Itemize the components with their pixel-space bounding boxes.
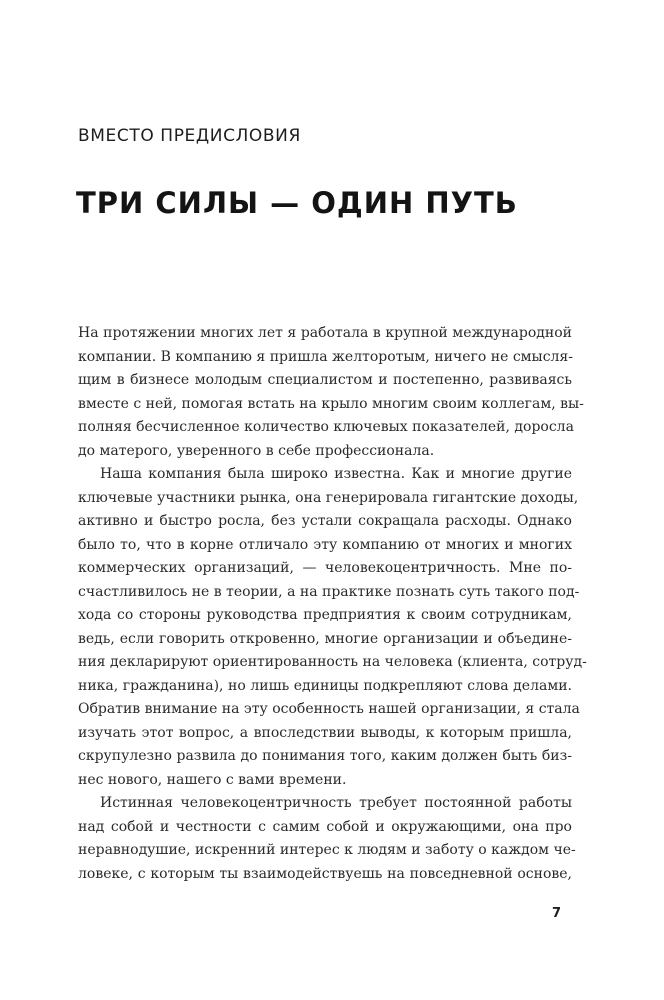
text-line: ника, гражданина), но лишь единицы подкрепляют слова делами. <box>78 677 572 694</box>
page-number: 7 <box>552 906 562 921</box>
paragraph <box>78 322 584 463</box>
text-line: над собой и честности с самим собой и окружающими, она про <box>78 818 572 835</box>
text-line: скрупулезно развила до понимания того, каким должен быть биз- <box>78 748 572 764</box>
paragraph <box>78 463 587 792</box>
text-line: компании. В компанию я пришла желторотым, ничего не смысля- <box>78 348 573 365</box>
text-line: нес нового, нашего с вами времени. <box>78 771 347 788</box>
text-line: ключевые участники рынка, она генерировала гигантские доходы, <box>78 489 579 506</box>
body-text <box>78 322 587 886</box>
text-line: вместе с ней, помогая встать на крыло многим своим коллегам, вы- <box>78 395 584 412</box>
text-line: было то, что в корне отличало эту компанию от многих и многих <box>78 536 572 553</box>
text-line: ния декларируют ориентированность на человека (клиента, сотруд- <box>78 654 587 670</box>
text-line: активно и быстро росла, без устали сокращала расходы. Однако <box>78 513 572 529</box>
text-line: до матерого, уверенного в себе профессионала. <box>78 442 435 459</box>
paragraph <box>78 792 576 886</box>
text-line: щим в бизнесе молодым специалистом и постепенно, развиваясь <box>78 372 572 388</box>
text-line: ведь, если говорить откровенно, многие организации и объедине- <box>78 630 572 647</box>
text-line: счастливилось не в теории, а на практике познать суть такого под- <box>78 583 580 600</box>
text-line: неравнодушие, искренний интерес к людям и заботу о каждом че- <box>78 842 576 858</box>
text-line: коммерческих организаций, — человекоцентричность. Мне по- <box>78 560 572 576</box>
chapter-kicker: ВМЕСТО ПРЕДИСЛОВИЯ <box>78 126 301 146</box>
text-line: хода со стороны руководства предприятия к своим сотрудникам, <box>78 607 572 623</box>
text-line: На протяжении многих лет я работала в крупной международной <box>78 325 572 341</box>
text-line: полняя бесчисленное количество ключевых показателей, доросла <box>78 419 574 435</box>
text-line: Наша компания была широко известна. Как и многие другие <box>100 466 572 482</box>
chapter-title: ТРИ СИЛЫ — ОДИН ПУТЬ <box>76 186 518 220</box>
text-line: ловеке, с которым ты взаимодействуешь на повседневной основе, <box>78 865 572 882</box>
text-line: Истинная человекоцентричность требует постоянной работы <box>100 795 572 811</box>
text-line: Обратив внимание на эту особенность нашей организации, я стала <box>78 701 580 717</box>
text-line: изучать этот вопрос, а впоследствии выводы, к которым пришла, <box>78 724 572 741</box>
